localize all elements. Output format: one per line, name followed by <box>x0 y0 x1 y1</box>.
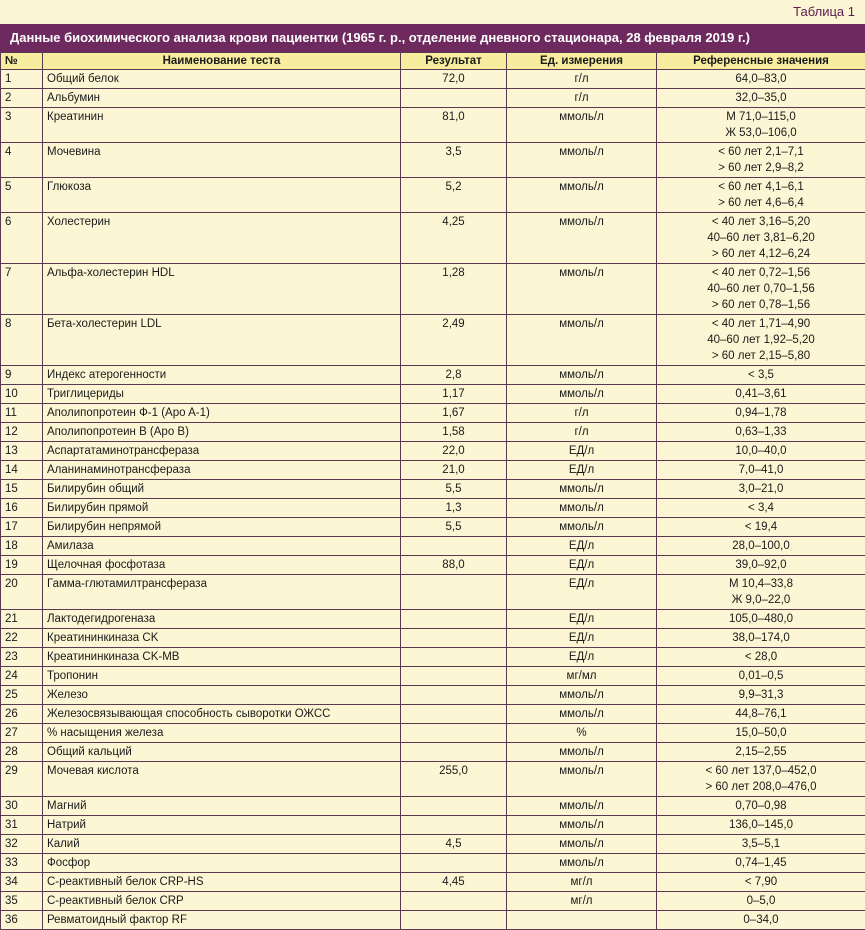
unit-cell: ммоль/л <box>507 385 657 404</box>
test-name-cell: Билирубин непрямой <box>43 518 401 537</box>
reference-cell <box>657 366 865 385</box>
reference-value: < 60 лет 2,1–7,1 <box>661 144 861 160</box>
reference-cell <box>657 518 865 537</box>
row-number-cell: 13 <box>1 442 43 461</box>
row-number-cell: 8 <box>1 315 43 366</box>
reference-cell <box>657 667 865 686</box>
result-cell: 5,2 <box>401 178 507 213</box>
unit-cell: ЕД/л <box>507 556 657 575</box>
row-number-cell: 1 <box>1 70 43 89</box>
table-row <box>1 315 865 366</box>
reference-cell <box>657 835 865 854</box>
unit-cell: ммоль/л <box>507 108 657 143</box>
reference-cell <box>657 315 865 366</box>
unit-cell: ммоль/л <box>507 762 657 797</box>
unit-cell: ммоль/л <box>507 743 657 762</box>
reference-value: > 60 лет 2,9–8,2 <box>661 160 861 176</box>
reference-value: 9,9–31,3 <box>661 687 861 703</box>
row-number-cell: 14 <box>1 461 43 480</box>
test-name-cell: Аланинаминотрансфераза <box>43 461 401 480</box>
result-cell <box>401 705 507 724</box>
reference-cell <box>657 423 865 442</box>
row-number-cell: 34 <box>1 873 43 892</box>
table-row <box>1 911 865 930</box>
row-number-cell: 2 <box>1 89 43 108</box>
table-row <box>1 108 865 143</box>
unit-cell: % <box>507 724 657 743</box>
result-cell <box>401 797 507 816</box>
table-row <box>1 629 865 648</box>
test-name-cell: Железо <box>43 686 401 705</box>
row-number-cell: 3 <box>1 108 43 143</box>
result-cell <box>401 648 507 667</box>
row-number-cell: 9 <box>1 366 43 385</box>
table-row <box>1 648 865 667</box>
result-cell: 1,58 <box>401 423 507 442</box>
unit-cell: ЕД/л <box>507 648 657 667</box>
unit-cell: г/л <box>507 89 657 108</box>
row-number-cell: 36 <box>1 911 43 930</box>
table-header-row <box>1 53 865 70</box>
table-row <box>1 89 865 108</box>
row-number-cell: 20 <box>1 575 43 610</box>
reference-cell <box>657 89 865 108</box>
reference-cell <box>657 404 865 423</box>
table-row <box>1 686 865 705</box>
result-cell: 1,17 <box>401 385 507 404</box>
table-row <box>1 143 865 178</box>
unit-cell: ммоль/л <box>507 264 657 315</box>
reference-value: 64,0–83,0 <box>661 71 861 87</box>
unit-cell: мг/мл <box>507 667 657 686</box>
row-number-cell: 28 <box>1 743 43 762</box>
unit-cell: мг/л <box>507 892 657 911</box>
reference-value: 0–5,0 <box>661 893 861 909</box>
test-name-cell: Магний <box>43 797 401 816</box>
table-row <box>1 667 865 686</box>
result-cell <box>401 610 507 629</box>
test-name-cell: Общий кальций <box>43 743 401 762</box>
result-cell <box>401 911 507 930</box>
reference-value: 105,0–480,0 <box>661 611 861 627</box>
result-cell: 2,8 <box>401 366 507 385</box>
row-number-cell: 24 <box>1 667 43 686</box>
unit-cell: мг/л <box>507 873 657 892</box>
unit-cell: ммоль/л <box>507 705 657 724</box>
unit-cell: ммоль/л <box>507 518 657 537</box>
test-name-cell: Бета-холестерин LDL <box>43 315 401 366</box>
test-name-cell: Амилаза <box>43 537 401 556</box>
row-number-cell: 17 <box>1 518 43 537</box>
result-cell <box>401 629 507 648</box>
table-row <box>1 835 865 854</box>
test-name-cell: Мочевина <box>43 143 401 178</box>
result-cell <box>401 816 507 835</box>
table-row <box>1 743 865 762</box>
reference-value: 0,63–1,33 <box>661 424 861 440</box>
reference-cell <box>657 461 865 480</box>
test-name-cell: С-реактивный белок CRP <box>43 892 401 911</box>
table-row <box>1 423 865 442</box>
reference-value: 40–60 лет 3,81–6,20 <box>661 230 861 246</box>
test-name-cell: Альфа-холестерин HDL <box>43 264 401 315</box>
table-row <box>1 537 865 556</box>
table-row <box>1 854 865 873</box>
result-cell: 72,0 <box>401 70 507 89</box>
reference-cell <box>657 556 865 575</box>
row-number-cell: 18 <box>1 537 43 556</box>
unit-cell: г/л <box>507 70 657 89</box>
result-cell <box>401 743 507 762</box>
reference-value: > 60 лет 4,12–6,24 <box>661 246 861 262</box>
unit-cell: ммоль/л <box>507 835 657 854</box>
reference-cell <box>657 213 865 264</box>
result-cell <box>401 686 507 705</box>
unit-cell: ммоль/л <box>507 178 657 213</box>
result-cell: 4,25 <box>401 213 507 264</box>
reference-value: Ж 53,0–106,0 <box>661 125 861 141</box>
table-row <box>1 385 865 404</box>
result-cell: 88,0 <box>401 556 507 575</box>
row-number-cell: 11 <box>1 404 43 423</box>
table-row <box>1 518 865 537</box>
result-cell: 1,3 <box>401 499 507 518</box>
table-row <box>1 480 865 499</box>
test-name-cell: Аполипопротеин Ф-1 (Apo A-1) <box>43 404 401 423</box>
reference-cell <box>657 797 865 816</box>
table-row <box>1 404 865 423</box>
row-number-cell: 31 <box>1 816 43 835</box>
reference-cell <box>657 178 865 213</box>
test-name-cell: Триглицериды <box>43 385 401 404</box>
reference-value: < 60 лет 4,1–6,1 <box>661 179 861 195</box>
reference-value: 40–60 лет 1,92–5,20 <box>661 332 861 348</box>
reference-cell <box>657 724 865 743</box>
test-name-cell: Мочевая кислота <box>43 762 401 797</box>
reference-cell <box>657 686 865 705</box>
result-cell: 5,5 <box>401 480 507 499</box>
row-number-cell: 32 <box>1 835 43 854</box>
table-row <box>1 762 865 797</box>
table-row <box>1 575 865 610</box>
test-name-cell: Билирубин общий <box>43 480 401 499</box>
table-row <box>1 461 865 480</box>
row-number-cell: 33 <box>1 854 43 873</box>
unit-cell: ммоль/л <box>507 213 657 264</box>
result-cell: 1,67 <box>401 404 507 423</box>
reference-value: 0–34,0 <box>661 912 861 928</box>
table-row <box>1 178 865 213</box>
row-number-cell: 30 <box>1 797 43 816</box>
test-name-cell: Лактодегидрогеназа <box>43 610 401 629</box>
unit-cell: ммоль/л <box>507 366 657 385</box>
test-name-cell: Холестерин <box>43 213 401 264</box>
reference-value: < 40 лет 1,71–4,90 <box>661 316 861 332</box>
unit-cell: ЕД/л <box>507 461 657 480</box>
table-row <box>1 499 865 518</box>
reference-value: < 3,4 <box>661 500 861 516</box>
reference-value: < 40 лет 0,72–1,56 <box>661 265 861 281</box>
row-number-cell: 4 <box>1 143 43 178</box>
unit-cell: ммоль/л <box>507 143 657 178</box>
table-row <box>1 724 865 743</box>
reference-cell <box>657 873 865 892</box>
reference-cell <box>657 743 865 762</box>
reference-value: 28,0–100,0 <box>661 538 861 554</box>
test-name-cell: Билирубин прямой <box>43 499 401 518</box>
test-name-cell: Гамма-глютамилтрансфераза <box>43 575 401 610</box>
row-number-cell: 15 <box>1 480 43 499</box>
column-header-reference: Референсные значения <box>657 53 865 70</box>
reference-value: > 60 лет 0,78–1,56 <box>661 297 861 313</box>
reference-value: 40–60 лет 0,70–1,56 <box>661 281 861 297</box>
unit-cell: ммоль/л <box>507 854 657 873</box>
test-name-cell: Креатининкиназа CK <box>43 629 401 648</box>
reference-value: 2,15–2,55 <box>661 744 861 760</box>
reference-cell <box>657 629 865 648</box>
result-cell <box>401 892 507 911</box>
reference-value: 44,8–76,1 <box>661 706 861 722</box>
reference-value: Ж 9,0–22,0 <box>661 592 861 608</box>
result-cell: 255,0 <box>401 762 507 797</box>
reference-cell <box>657 499 865 518</box>
reference-cell <box>657 892 865 911</box>
row-number-cell: 5 <box>1 178 43 213</box>
result-cell: 2,49 <box>401 315 507 366</box>
test-name-cell: Аспартатаминотрансфераза <box>43 442 401 461</box>
reference-cell <box>657 911 865 930</box>
table-row <box>1 816 865 835</box>
test-name-cell: Ревматоидный фактор RF <box>43 911 401 930</box>
reference-value: 0,70–0,98 <box>661 798 861 814</box>
test-name-cell: Креатининкиназа CK-MB <box>43 648 401 667</box>
unit-cell: ЕД/л <box>507 442 657 461</box>
row-number-cell: 6 <box>1 213 43 264</box>
unit-cell: ммоль/л <box>507 315 657 366</box>
reference-cell <box>657 816 865 835</box>
result-cell: 21,0 <box>401 461 507 480</box>
reference-value: < 7,90 <box>661 874 861 890</box>
row-number-cell: 7 <box>1 264 43 315</box>
reference-value: 0,41–3,61 <box>661 386 861 402</box>
table-tag-row <box>0 0 865 24</box>
reference-value: < 19,4 <box>661 519 861 535</box>
test-name-cell: С-реактивный белок CRP-HS <box>43 873 401 892</box>
row-number-cell: 27 <box>1 724 43 743</box>
reference-value: < 40 лет 3,16–5,20 <box>661 214 861 230</box>
row-number-cell: 23 <box>1 648 43 667</box>
reference-cell <box>657 143 865 178</box>
reference-cell <box>657 442 865 461</box>
reference-cell <box>657 575 865 610</box>
reference-value: 3,5–5,1 <box>661 836 861 852</box>
reference-cell <box>657 705 865 724</box>
test-name-cell: Глюкоза <box>43 178 401 213</box>
reference-value: 32,0–35,0 <box>661 90 861 106</box>
row-number-cell: 35 <box>1 892 43 911</box>
reference-cell <box>657 480 865 499</box>
table-body <box>1 70 865 930</box>
table-row <box>1 873 865 892</box>
column-header-result: Результат <box>401 53 507 70</box>
test-name-cell: Фосфор <box>43 854 401 873</box>
test-name-cell: Железосвязывающая способность сыворотки ОЖСС <box>43 705 401 724</box>
unit-cell: ммоль/л <box>507 499 657 518</box>
row-number-cell: 19 <box>1 556 43 575</box>
test-name-cell: Аполипопротеин В (Apo B) <box>43 423 401 442</box>
unit-cell: ммоль/л <box>507 480 657 499</box>
test-name-cell: Тропонин <box>43 667 401 686</box>
reference-cell <box>657 70 865 89</box>
table-row <box>1 797 865 816</box>
table-row <box>1 70 865 89</box>
reference-value: < 28,0 <box>661 649 861 665</box>
test-name-cell: Натрий <box>43 816 401 835</box>
reference-cell <box>657 854 865 873</box>
table-row <box>1 213 865 264</box>
row-number-cell: 10 <box>1 385 43 404</box>
unit-cell: ммоль/л <box>507 686 657 705</box>
reference-value: 10,0–40,0 <box>661 443 861 459</box>
row-number-cell: 16 <box>1 499 43 518</box>
table-row <box>1 705 865 724</box>
unit-cell: ЕД/л <box>507 610 657 629</box>
result-cell <box>401 667 507 686</box>
row-number-cell: 22 <box>1 629 43 648</box>
reference-cell <box>657 537 865 556</box>
reference-value: М 71,0–115,0 <box>661 109 861 125</box>
test-name-cell: Щелочная фосфотаза <box>43 556 401 575</box>
unit-cell: ЕД/л <box>507 575 657 610</box>
unit-cell: ммоль/л <box>507 816 657 835</box>
column-header-unit: Ед. измерения <box>507 53 657 70</box>
result-cell <box>401 724 507 743</box>
unit-cell: ЕД/л <box>507 537 657 556</box>
result-cell: 22,0 <box>401 442 507 461</box>
reference-cell <box>657 108 865 143</box>
result-cell <box>401 854 507 873</box>
reference-value: 136,0–145,0 <box>661 817 861 833</box>
reference-value: 0,94–1,78 <box>661 405 861 421</box>
result-cell: 81,0 <box>401 108 507 143</box>
lab-results-table <box>0 52 865 930</box>
row-number-cell: 12 <box>1 423 43 442</box>
column-header-number: № <box>1 53 43 70</box>
result-cell: 5,5 <box>401 518 507 537</box>
test-name-cell: Индекс атерогенности <box>43 366 401 385</box>
unit-cell: г/л <box>507 404 657 423</box>
result-cell: 1,28 <box>401 264 507 315</box>
result-cell <box>401 537 507 556</box>
row-number-cell: 29 <box>1 762 43 797</box>
reference-value: 3,0–21,0 <box>661 481 861 497</box>
unit-cell: ммоль/л <box>507 797 657 816</box>
reference-value: 0,74–1,45 <box>661 855 861 871</box>
reference-cell <box>657 385 865 404</box>
test-name-cell: Калий <box>43 835 401 854</box>
result-cell <box>401 575 507 610</box>
test-name-cell: Общий белок <box>43 70 401 89</box>
table-row <box>1 892 865 911</box>
reference-value: < 60 лет 137,0–452,0 <box>661 763 861 779</box>
table-row <box>1 556 865 575</box>
table-row <box>1 264 865 315</box>
table-row <box>1 442 865 461</box>
unit-cell: г/л <box>507 423 657 442</box>
reference-value: М 10,4–33,8 <box>661 576 861 592</box>
reference-value: 15,0–50,0 <box>661 725 861 741</box>
unit-cell <box>507 911 657 930</box>
row-number-cell: 21 <box>1 610 43 629</box>
reference-cell <box>657 264 865 315</box>
table-row <box>1 610 865 629</box>
table-row <box>1 366 865 385</box>
result-cell: 4,45 <box>401 873 507 892</box>
test-name-cell: Креатинин <box>43 108 401 143</box>
table-caption: Данные биохимического анализа крови пациентки (1965 г. р., отделение дневного стационара, 28 февраля 2019 г.) <box>0 24 865 52</box>
row-number-cell: 25 <box>1 686 43 705</box>
reference-value: > 60 лет 208,0–476,0 <box>661 779 861 795</box>
reference-value: 39,0–92,0 <box>661 557 861 573</box>
reference-cell <box>657 648 865 667</box>
result-cell: 4,5 <box>401 835 507 854</box>
reference-value: > 60 лет 4,6–6,4 <box>661 195 861 211</box>
reference-cell <box>657 762 865 797</box>
row-number-cell: 26 <box>1 705 43 724</box>
reference-value: 7,0–41,0 <box>661 462 861 478</box>
reference-value: 38,0–174,0 <box>661 630 861 646</box>
reference-value: 0,01–0,5 <box>661 668 861 684</box>
test-name-cell: % насыщения железа <box>43 724 401 743</box>
reference-cell <box>657 610 865 629</box>
result-cell <box>401 89 507 108</box>
unit-cell: ЕД/л <box>507 629 657 648</box>
reference-value: > 60 лет 2,15–5,80 <box>661 348 861 364</box>
result-cell: 3,5 <box>401 143 507 178</box>
column-header-test-name: Наименование теста <box>43 53 401 70</box>
table-number: Таблица 1 <box>793 4 855 19</box>
reference-value: < 3,5 <box>661 367 861 383</box>
test-name-cell: Альбумин <box>43 89 401 108</box>
